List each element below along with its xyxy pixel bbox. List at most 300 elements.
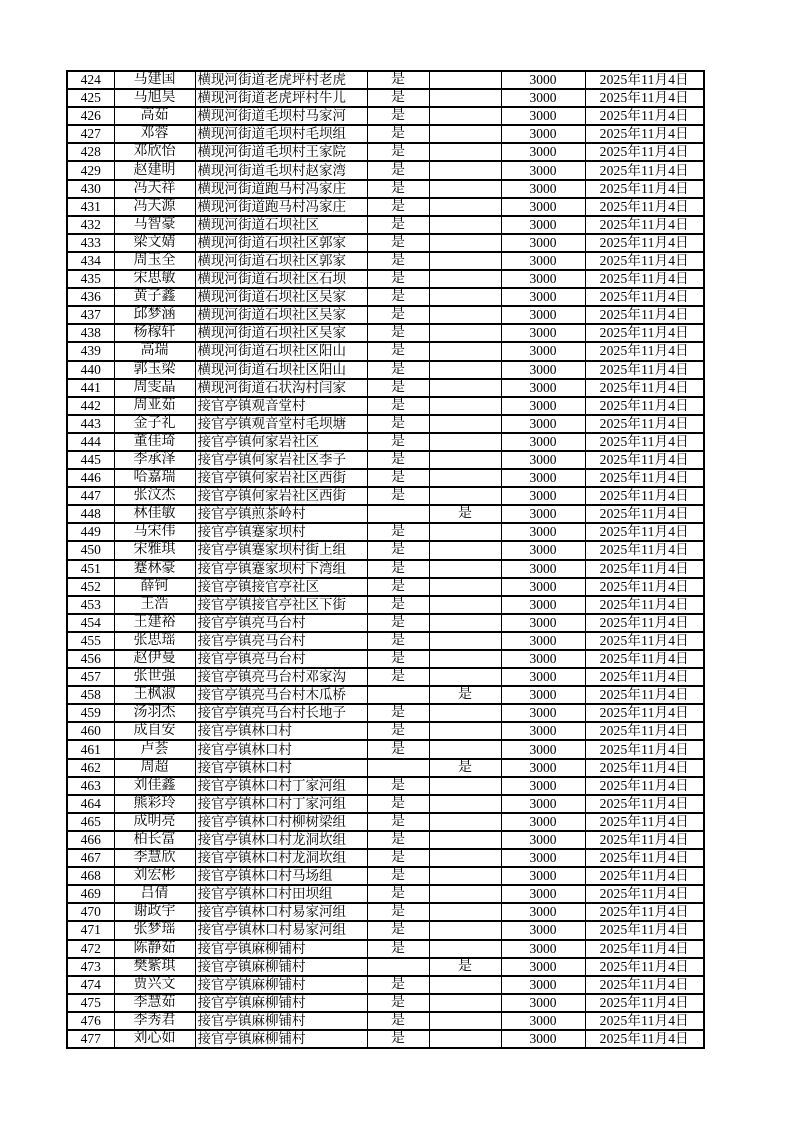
check-secondary-cell <box>429 143 501 161</box>
date-cell: 2025年11月4日 <box>585 288 704 306</box>
amount-cell: 3000 <box>501 125 585 143</box>
address-cell: 横现河街道跑马村冯家庄 <box>195 180 367 198</box>
check-primary-cell <box>367 759 429 777</box>
date-cell: 2025年11月4日 <box>585 578 704 596</box>
row-number-cell: 448 <box>67 505 114 523</box>
table-row <box>67 505 704 523</box>
address-cell: 横现河街道石坝社区吴家 <box>195 306 367 324</box>
row-number-cell: 458 <box>67 686 114 704</box>
row-number-cell: 425 <box>67 89 114 107</box>
check-secondary-cell <box>429 578 501 596</box>
date-cell: 2025年11月4日 <box>585 361 704 379</box>
date-cell: 2025年11月4日 <box>585 903 704 921</box>
name-cell: 赵伊曼 <box>114 650 195 668</box>
date-cell: 2025年11月4日 <box>585 1012 704 1030</box>
check-primary-cell: 是 <box>367 813 429 831</box>
name-cell: 王建裕 <box>114 614 195 632</box>
address-cell: 接官亭镇林口村丁家河组 <box>195 777 367 795</box>
name-cell: 蹇林豪 <box>114 560 195 578</box>
name-cell: 林佳敏 <box>114 505 195 523</box>
table-row <box>67 614 704 632</box>
name-cell: 周亚茹 <box>114 397 195 415</box>
date-cell: 2025年11月4日 <box>585 740 704 758</box>
date-cell: 2025年11月4日 <box>585 379 704 397</box>
date-cell: 2025年11月4日 <box>585 921 704 939</box>
date-cell: 2025年11月4日 <box>585 451 704 469</box>
amount-cell: 3000 <box>501 686 585 704</box>
name-cell: 邓欣怡 <box>114 143 195 161</box>
date-cell: 2025年11月4日 <box>585 940 704 958</box>
date-cell: 2025年11月4日 <box>585 614 704 632</box>
address-cell: 横现河街道石坝社区 <box>195 216 367 234</box>
table-row <box>67 125 704 143</box>
amount-cell: 3000 <box>501 451 585 469</box>
check-primary-cell: 是 <box>367 89 429 107</box>
date-cell: 2025年11月4日 <box>585 596 704 614</box>
name-cell: 郭玉梁 <box>114 361 195 379</box>
table-row <box>67 216 704 234</box>
date-cell: 2025年11月4日 <box>585 397 704 415</box>
address-cell: 接官亭镇蹇家坝村 <box>195 523 367 541</box>
row-number-cell: 449 <box>67 523 114 541</box>
name-cell: 张世强 <box>114 668 195 686</box>
check-primary-cell: 是 <box>367 397 429 415</box>
address-cell: 接官亭镇何家岩社区李子 <box>195 451 367 469</box>
address-cell: 接官亭镇林口村田坝组 <box>195 885 367 903</box>
amount-cell: 3000 <box>501 885 585 903</box>
row-number-cell: 466 <box>67 831 114 849</box>
name-cell: 贾兴文 <box>114 976 195 994</box>
check-primary-cell: 是 <box>367 976 429 994</box>
check-secondary-cell: 是 <box>429 759 501 777</box>
row-number-cell: 453 <box>67 596 114 614</box>
amount-cell: 3000 <box>501 361 585 379</box>
amount-cell: 3000 <box>501 560 585 578</box>
address-cell: 接官亭镇亮马台村 <box>195 650 367 668</box>
address-cell: 横现河街道毛坝村赵家湾 <box>195 161 367 179</box>
check-primary-cell: 是 <box>367 143 429 161</box>
check-primary-cell: 是 <box>367 107 429 125</box>
check-primary-cell: 是 <box>367 288 429 306</box>
amount-cell: 3000 <box>501 397 585 415</box>
name-cell: 梁文婧 <box>114 234 195 252</box>
amount-cell: 3000 <box>501 740 585 758</box>
amount-cell: 3000 <box>501 849 585 867</box>
table-row <box>67 849 704 867</box>
row-number-cell: 455 <box>67 632 114 650</box>
amount-cell: 3000 <box>501 940 585 958</box>
address-cell: 接官亭镇麻柳铺村 <box>195 994 367 1012</box>
name-cell: 张汶杰 <box>114 487 195 505</box>
check-secondary-cell <box>429 433 501 451</box>
amount-cell: 3000 <box>501 777 585 795</box>
check-primary-cell: 是 <box>367 885 429 903</box>
table-row <box>67 668 704 686</box>
check-primary-cell: 是 <box>367 433 429 451</box>
address-cell: 横现河街道石坝社区阳山 <box>195 361 367 379</box>
address-cell: 接官亭镇林口村马场组 <box>195 867 367 885</box>
row-number-cell: 454 <box>67 614 114 632</box>
address-cell: 接官亭镇煎茶岭村 <box>195 505 367 523</box>
table-row <box>67 1030 704 1048</box>
check-primary-cell: 是 <box>367 668 429 686</box>
row-number-cell: 450 <box>67 541 114 559</box>
name-cell: 马智豪 <box>114 216 195 234</box>
check-secondary-cell <box>429 976 501 994</box>
date-cell: 2025年11月4日 <box>585 342 704 360</box>
amount-cell: 3000 <box>501 650 585 668</box>
check-secondary-cell <box>429 541 501 559</box>
amount-cell: 3000 <box>501 578 585 596</box>
check-secondary-cell <box>429 415 501 433</box>
check-secondary-cell <box>429 795 501 813</box>
table-row <box>67 903 704 921</box>
name-cell: 哈嘉瑞 <box>114 469 195 487</box>
address-cell: 接官亭镇何家岩社区西街 <box>195 487 367 505</box>
table-row <box>67 523 704 541</box>
address-cell: 横现河街道毛坝村马家河 <box>195 107 367 125</box>
row-number-cell: 426 <box>67 107 114 125</box>
check-primary-cell: 是 <box>367 921 429 939</box>
roster-table <box>66 70 705 1049</box>
date-cell: 2025年11月4日 <box>585 759 704 777</box>
amount-cell: 3000 <box>501 469 585 487</box>
address-cell: 接官亭镇观音堂村毛坝塘 <box>195 415 367 433</box>
name-cell: 冯天源 <box>114 198 195 216</box>
date-cell: 2025年11月4日 <box>585 107 704 125</box>
check-primary-cell: 是 <box>367 71 429 89</box>
amount-cell: 3000 <box>501 342 585 360</box>
address-cell: 横现河街道老虎坪村牛儿 <box>195 89 367 107</box>
row-number-cell: 457 <box>67 668 114 686</box>
date-cell: 2025年11月4日 <box>585 885 704 903</box>
row-number-cell: 435 <box>67 270 114 288</box>
address-cell: 接官亭镇林口村丁家河组 <box>195 795 367 813</box>
address-cell: 接官亭镇亮马台村长地子 <box>195 704 367 722</box>
address-cell: 接官亭镇亮马台村 <box>195 632 367 650</box>
check-secondary-cell <box>429 234 501 252</box>
check-secondary-cell <box>429 361 501 379</box>
address-cell: 接官亭镇亮马台村木瓜桥 <box>195 686 367 704</box>
address-cell: 接官亭镇林口村 <box>195 722 367 740</box>
address-cell: 横现河街道毛坝村毛坝组 <box>195 125 367 143</box>
amount-cell: 3000 <box>501 324 585 342</box>
check-primary-cell: 是 <box>367 451 429 469</box>
check-primary-cell: 是 <box>367 614 429 632</box>
table-row <box>67 958 704 976</box>
amount-cell: 3000 <box>501 306 585 324</box>
date-cell: 2025年11月4日 <box>585 650 704 668</box>
amount-cell: 3000 <box>501 596 585 614</box>
row-number-cell: 477 <box>67 1030 114 1048</box>
check-secondary-cell <box>429 777 501 795</box>
name-cell: 李秀君 <box>114 1012 195 1030</box>
check-secondary-cell <box>429 849 501 867</box>
check-primary-cell: 是 <box>367 216 429 234</box>
name-cell: 李慧茹 <box>114 994 195 1012</box>
check-secondary-cell <box>429 632 501 650</box>
address-cell: 接官亭镇林口村柳树梁组 <box>195 813 367 831</box>
date-cell: 2025年11月4日 <box>585 813 704 831</box>
amount-cell: 3000 <box>501 759 585 777</box>
row-number-cell: 436 <box>67 288 114 306</box>
check-primary-cell: 是 <box>367 180 429 198</box>
row-number-cell: 431 <box>67 198 114 216</box>
check-secondary-cell <box>429 324 501 342</box>
amount-cell: 3000 <box>501 379 585 397</box>
row-number-cell: 463 <box>67 777 114 795</box>
check-primary-cell: 是 <box>367 523 429 541</box>
amount-cell: 3000 <box>501 958 585 976</box>
table-row <box>67 306 704 324</box>
row-number-cell: 438 <box>67 324 114 342</box>
check-secondary-cell <box>429 940 501 958</box>
address-cell: 接官亭镇林口村龙洞坎组 <box>195 831 367 849</box>
address-cell: 接官亭镇麻柳铺村 <box>195 976 367 994</box>
check-primary-cell: 是 <box>367 740 429 758</box>
name-cell: 黄子鑫 <box>114 288 195 306</box>
check-secondary-cell <box>429 614 501 632</box>
row-number-cell: 460 <box>67 722 114 740</box>
amount-cell: 3000 <box>501 270 585 288</box>
name-cell: 薛钶 <box>114 578 195 596</box>
amount-cell: 3000 <box>501 722 585 740</box>
table-row <box>67 379 704 397</box>
check-secondary-cell <box>429 397 501 415</box>
check-primary-cell: 是 <box>367 270 429 288</box>
table-row <box>67 560 704 578</box>
name-cell: 成自安 <box>114 722 195 740</box>
name-cell: 周玉全 <box>114 252 195 270</box>
check-primary-cell: 是 <box>367 650 429 668</box>
check-primary-cell: 是 <box>367 777 429 795</box>
address-cell: 接官亭镇麻柳铺村 <box>195 940 367 958</box>
check-secondary-cell <box>429 288 501 306</box>
address-cell: 横现河街道石坝社区郭家 <box>195 252 367 270</box>
row-number-cell: 437 <box>67 306 114 324</box>
check-secondary-cell <box>429 216 501 234</box>
date-cell: 2025年11月4日 <box>585 252 704 270</box>
check-secondary-cell <box>429 342 501 360</box>
date-cell: 2025年11月4日 <box>585 161 704 179</box>
name-cell: 樊紫琪 <box>114 958 195 976</box>
check-primary-cell: 是 <box>367 722 429 740</box>
name-cell: 吕倩 <box>114 885 195 903</box>
check-primary-cell: 是 <box>367 940 429 958</box>
name-cell: 李慧欣 <box>114 849 195 867</box>
address-cell: 接官亭镇蹇家坝村下湾组 <box>195 560 367 578</box>
address-cell: 接官亭镇亮马台村邓家沟 <box>195 668 367 686</box>
check-secondary-cell: 是 <box>429 686 501 704</box>
date-cell: 2025年11月4日 <box>585 270 704 288</box>
amount-cell: 3000 <box>501 198 585 216</box>
table-row <box>67 994 704 1012</box>
check-primary-cell: 是 <box>367 578 429 596</box>
row-number-cell: 430 <box>67 180 114 198</box>
check-primary-cell: 是 <box>367 632 429 650</box>
amount-cell: 3000 <box>501 668 585 686</box>
date-cell: 2025年11月4日 <box>585 433 704 451</box>
check-primary-cell: 是 <box>367 198 429 216</box>
row-number-cell: 441 <box>67 379 114 397</box>
address-cell: 接官亭镇蹇家坝村街上组 <box>195 541 367 559</box>
check-secondary-cell <box>429 198 501 216</box>
check-primary-cell: 是 <box>367 1012 429 1030</box>
row-number-cell: 468 <box>67 867 114 885</box>
amount-cell: 3000 <box>501 632 585 650</box>
address-cell: 横现河街道跑马村冯家庄 <box>195 198 367 216</box>
address-cell: 接官亭镇何家岩社区 <box>195 433 367 451</box>
check-primary-cell: 是 <box>367 342 429 360</box>
table-row <box>67 433 704 451</box>
table-row <box>67 541 704 559</box>
table-row <box>67 397 704 415</box>
check-primary-cell: 是 <box>367 234 429 252</box>
check-secondary-cell <box>429 994 501 1012</box>
name-cell: 李承泽 <box>114 451 195 469</box>
table-row <box>67 161 704 179</box>
date-cell: 2025年11月4日 <box>585 958 704 976</box>
check-primary-cell: 是 <box>367 849 429 867</box>
check-primary-cell: 是 <box>367 795 429 813</box>
amount-cell: 3000 <box>501 523 585 541</box>
date-cell: 2025年11月4日 <box>585 777 704 795</box>
address-cell: 横现河街道毛坝村王家院 <box>195 143 367 161</box>
row-number-cell: 434 <box>67 252 114 270</box>
name-cell: 王浩 <box>114 596 195 614</box>
name-cell: 张思瑶 <box>114 632 195 650</box>
amount-cell: 3000 <box>501 867 585 885</box>
address-cell: 横现河街道石坝社区郭家 <box>195 234 367 252</box>
table-row <box>67 487 704 505</box>
row-number-cell: 475 <box>67 994 114 1012</box>
amount-cell: 3000 <box>501 107 585 125</box>
check-secondary-cell <box>429 867 501 885</box>
check-secondary-cell <box>429 523 501 541</box>
address-cell: 接官亭镇观音堂村 <box>195 397 367 415</box>
name-cell: 刘佳鑫 <box>114 777 195 795</box>
address-cell: 接官亭镇麻柳铺村 <box>195 958 367 976</box>
amount-cell: 3000 <box>501 252 585 270</box>
amount-cell: 3000 <box>501 234 585 252</box>
date-cell: 2025年11月4日 <box>585 560 704 578</box>
check-secondary-cell <box>429 1012 501 1030</box>
check-secondary-cell <box>429 740 501 758</box>
check-secondary-cell <box>429 668 501 686</box>
name-cell: 宋雅琪 <box>114 541 195 559</box>
row-number-cell: 442 <box>67 397 114 415</box>
check-primary-cell: 是 <box>367 469 429 487</box>
check-primary-cell: 是 <box>367 560 429 578</box>
row-number-cell: 443 <box>67 415 114 433</box>
amount-cell: 3000 <box>501 541 585 559</box>
table-row <box>67 740 704 758</box>
check-secondary-cell <box>429 107 501 125</box>
name-cell: 邱梦涵 <box>114 306 195 324</box>
check-primary-cell: 是 <box>367 831 429 849</box>
amount-cell: 3000 <box>501 161 585 179</box>
check-primary-cell <box>367 686 429 704</box>
check-secondary-cell <box>429 831 501 849</box>
date-cell: 2025年11月4日 <box>585 216 704 234</box>
table-row <box>67 1012 704 1030</box>
table-row <box>67 71 704 89</box>
amount-cell: 3000 <box>501 1012 585 1030</box>
date-cell: 2025年11月4日 <box>585 234 704 252</box>
name-cell: 柏长富 <box>114 831 195 849</box>
amount-cell: 3000 <box>501 415 585 433</box>
date-cell: 2025年11月4日 <box>585 541 704 559</box>
date-cell: 2025年11月4日 <box>585 994 704 1012</box>
amount-cell: 3000 <box>501 994 585 1012</box>
check-primary-cell: 是 <box>367 704 429 722</box>
address-cell: 接官亭镇麻柳铺村 <box>195 1012 367 1030</box>
table-row <box>67 180 704 198</box>
table-row <box>67 976 704 994</box>
table-row <box>67 234 704 252</box>
table-row <box>67 578 704 596</box>
row-number-cell: 469 <box>67 885 114 903</box>
row-number-cell: 464 <box>67 795 114 813</box>
check-secondary-cell <box>429 306 501 324</box>
address-cell: 接官亭镇麻柳铺村 <box>195 1030 367 1048</box>
name-cell: 赵建明 <box>114 161 195 179</box>
table-row <box>67 867 704 885</box>
address-cell: 接官亭镇亮马台村 <box>195 614 367 632</box>
check-secondary-cell: 是 <box>429 958 501 976</box>
name-cell: 冯天祥 <box>114 180 195 198</box>
amount-cell: 3000 <box>501 505 585 523</box>
check-secondary-cell <box>429 560 501 578</box>
check-primary-cell: 是 <box>367 306 429 324</box>
address-cell: 横现河街道石坝社区吴家 <box>195 288 367 306</box>
check-secondary-cell <box>429 270 501 288</box>
row-number-cell: 433 <box>67 234 114 252</box>
amount-cell: 3000 <box>501 704 585 722</box>
address-cell: 横现河街道石坝社区阳山 <box>195 342 367 360</box>
check-secondary-cell <box>429 469 501 487</box>
table-row <box>67 252 704 270</box>
table-row <box>67 270 704 288</box>
name-cell: 高茹 <box>114 107 195 125</box>
date-cell: 2025年11月4日 <box>585 324 704 342</box>
name-cell: 马宋伟 <box>114 523 195 541</box>
table-row <box>67 415 704 433</box>
name-cell: 周超 <box>114 759 195 777</box>
address-cell: 横现河街道石坝社区吴家 <box>195 324 367 342</box>
address-cell: 接官亭镇林口村 <box>195 759 367 777</box>
check-primary-cell: 是 <box>367 252 429 270</box>
name-cell: 王枫淑 <box>114 686 195 704</box>
date-cell: 2025年11月4日 <box>585 976 704 994</box>
check-secondary-cell <box>429 722 501 740</box>
address-cell: 横现河街道老虎坪村老虎 <box>195 71 367 89</box>
check-primary-cell: 是 <box>367 361 429 379</box>
table-row <box>67 795 704 813</box>
name-cell: 汤羽杰 <box>114 704 195 722</box>
date-cell: 2025年11月4日 <box>585 505 704 523</box>
table-row <box>67 288 704 306</box>
check-secondary-cell <box>429 180 501 198</box>
name-cell: 刘心如 <box>114 1030 195 1048</box>
row-number-cell: 440 <box>67 361 114 379</box>
row-number-cell: 446 <box>67 469 114 487</box>
row-number-cell: 456 <box>67 650 114 668</box>
row-number-cell: 470 <box>67 903 114 921</box>
table-row <box>67 198 704 216</box>
date-cell: 2025年11月4日 <box>585 487 704 505</box>
check-primary-cell: 是 <box>367 867 429 885</box>
